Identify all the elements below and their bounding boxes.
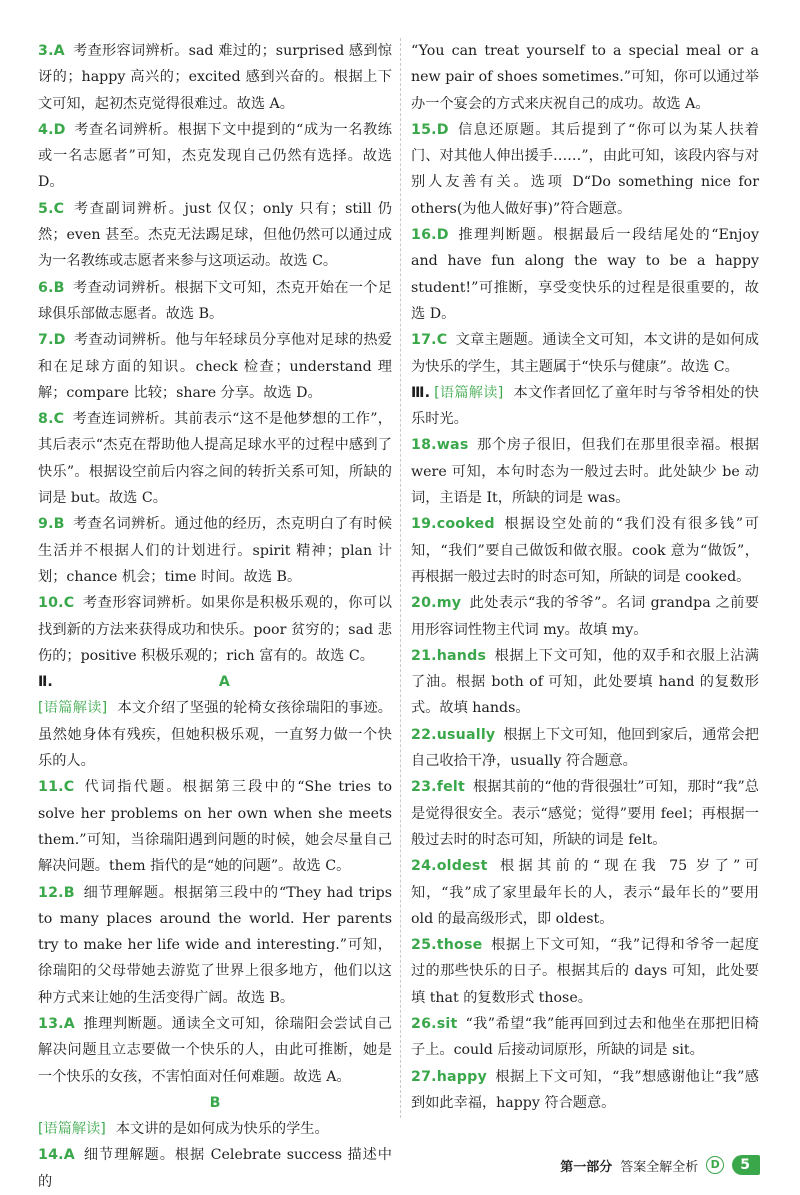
column-divider [400, 38, 401, 1118]
answer-text: 此处表示“我的爷爷”。名词 grandpa 之前要用形容词性物主代词 my。故填 my。 [411, 595, 759, 638]
answer-item [38, 774, 392, 879]
passage-summary-text: 本文介绍了坚强的轮椅女孩徐瑞阳的事迹。虽然她身体有残疾，但她积极乐观，一直努力做一个快乐的人。 [38, 700, 392, 770]
series-badge: D [706, 1156, 724, 1174]
answer-number: 7.D [38, 332, 66, 349]
section-numeral: Ⅲ. [411, 384, 431, 401]
answer-text: 根据上下文可知，“我”记得和爷爷一起度过的那些快乐的日子。根据其后的 days 可知，此处要填 that 的复数形式 those。 [411, 937, 759, 1006]
answer-item [411, 1064, 759, 1117]
answer-text: 根据上下文可知，“我”想感谢他让“我”感到如此幸福，happy 符合题意。 [411, 1068, 759, 1111]
answer-item [411, 932, 759, 1011]
answer-item [38, 590, 392, 669]
right-column [411, 38, 759, 1116]
answer-number: 17.C [411, 332, 448, 349]
answer-text: 考查连词辨析。其前表示“这不是他梦想的工作”，其后表示“杰克在帮助他人提高足球水平的过程中感到了快乐”。根据设空前后内容之间的转折关系可知，所缺的词是 but。故选 C。 [38, 411, 392, 507]
answer-number: 10.C [38, 595, 75, 612]
answer-number: 8.C [38, 411, 65, 428]
answer-item [38, 1011, 392, 1090]
passage-tag: [语篇解读] [38, 1121, 106, 1138]
answer-text: 根据设空处前的“我们没有很多钱”可知，“我们”要自己做饭和做衣服。cook 意为“做饭”，再根据一般过去时的时态可知，所缺的词是 cooked。 [411, 516, 759, 585]
answer-item [411, 722, 759, 775]
answer-text: 推理判断题。通读全文可知，徐瑞阳会尝试自己解决问题且立志要做一个快乐的人，由此可推断，她是一个快乐的女孩，不害怕面对任何难题。故选 A。 [38, 1015, 392, 1085]
answer-text: “我”希望“我”能再回到过去和他坐在那把旧椅子上。could 后接动词原形，所缺的词是 sit。 [411, 1015, 759, 1059]
answer-item [411, 1011, 759, 1064]
passage-tag: [语篇解读] [38, 700, 108, 717]
passage-letter-a: A [218, 674, 230, 691]
answer-text: 考查形容词辨析。sad 难过的；surprised 感到惊讶的；happy 高兴的；excited 感到兴奋的。根据上下文可知，起初杰克觉得很难过。故选 A。 [38, 43, 392, 112]
answer-text: 考查名词辨析。根据下文中提到的“成为一名教练或一名志愿者”可知，杰克发现自己仍然有选择。故选 D。 [38, 121, 392, 191]
answer-item [411, 432, 759, 511]
answer-text: 考查形容词辨析。如果你是积极乐观的，你可以找到新的方法来获得成功和快乐。poor 贫穷的；sad 悲伤的；positive 积极乐观的；rich 富有的。故选 C。 [38, 595, 392, 664]
answer-item [411, 117, 759, 222]
answer-text: 那个房子很旧，但我们在那里很幸福。根据 were 可知，本句时态为一般过去时。此处缺少 be 动词，主语是 It，所缺的词是 was。 [411, 437, 759, 507]
answer-text: 考查名词辨析。通过他的经历，杰克明白了有时候生活并不根据人们的计划进行。spirit 精神；plan 计划；chance 机会；time 时间。故选 B。 [38, 516, 392, 585]
answer-number: 13.A [38, 1015, 75, 1032]
answer-number: 6.B [38, 279, 65, 296]
answer-number: 9.B [38, 516, 65, 533]
answer-item [38, 38, 392, 117]
passage-summary-text: 本文讲的是如何成为快乐的学生。 [115, 1121, 329, 1138]
answer-item [38, 196, 392, 275]
passage-summary-text: 本文作者回忆了童年时与爷爷相处的快乐时光。 [411, 384, 759, 428]
answer-item [411, 774, 759, 853]
answer-text: 考查动词辨析。他与年轻球员分享他对足球的热爱和在足球方面的知识。check 检查；understand 理解；compare 比较；share 分享。故选 D。 [38, 332, 392, 401]
answer-item [38, 275, 392, 328]
answer-item [38, 406, 392, 511]
passage-summary-b [38, 1116, 392, 1142]
answer-item [38, 880, 392, 1011]
answer-text: 信息还原题。其后提到了“你可以为某人扶着门、对其他人伸出援手……”，由此可知，该段内容与对别人友善有关。选项 D“Do something nice for others(为他人做好事)”符合题意。 [411, 121, 759, 217]
answer-number: 18.was [411, 437, 469, 454]
answer-text: 考查副词辨析。just 仅仅；only 只有；still 仍然；even 甚至。杰克无法踢足球，但他仍然可以通过成为一名教练或志愿者来参与这项运动。故选 C。 [38, 200, 392, 270]
answer-number: 19.cooked [411, 516, 495, 533]
answer-number: 5.C [38, 200, 65, 217]
page-number: 5 [732, 1155, 760, 1175]
answer-number: 25.those [411, 937, 483, 954]
passage-letter-b: B [209, 1094, 221, 1111]
answer-number: 14.A [38, 1147, 75, 1164]
section-2-heading [38, 669, 392, 695]
answer-text: 细节理解题。根据第三段中的“They had trips to many places around the world. Her parents try to make her life wide and interesting.”可知，徐瑞阳的父母带她去游览了世界上很多地方，他们以这种方式来让她的生活变得广阔。故选 B。 [38, 884, 392, 1006]
left-column [38, 38, 392, 1195]
answer-item [38, 117, 392, 196]
answer-text: 代词指代题。根据第三段中的“She tries to solve her problems on her own when she meets them.”可知，当徐瑞阳遇到问题的时候，她会尽量自己解决问题。them 指代的是“她的问题”。故选 C。 [38, 779, 392, 875]
answer-text: 考查动词辨析。根据下文可知，杰克开始在一个足球俱乐部做志愿者。故选 B。 [38, 279, 392, 322]
passage-tag: [语篇解读] [434, 384, 504, 401]
answer-number: 20.my [411, 595, 462, 612]
footer-part-label: 第一部分 [560, 1159, 613, 1175]
answer-number: 24.oldest [411, 858, 488, 875]
answer-number: 15.D [411, 121, 449, 138]
passage-summary-a [38, 695, 392, 774]
answer-number: 16.D [411, 227, 449, 244]
footer-title: 答案全解全析 [620, 1159, 699, 1175]
answer-item [411, 643, 759, 722]
answer-number: 11.C [38, 779, 75, 796]
answer-item [38, 511, 392, 590]
answer-text: 文章主题题。通读全文可知，本文讲的是如何成为快乐的学生，其主题属于“快乐与健康”。故选 C。 [411, 332, 759, 375]
answer-item [411, 222, 759, 327]
answer-text: 根据上下文可知，他的双手和衣服上沾满了油。根据 both of 可知，此处要填 hand 的复数形式。故填 hands。 [411, 647, 759, 717]
answer-item [411, 327, 759, 380]
answer-number: 27.happy [411, 1068, 487, 1085]
answer-number: 22.usually [411, 726, 496, 743]
answer-number: 26.sit [411, 1015, 458, 1032]
page-footer [560, 1155, 760, 1175]
answer-item [411, 511, 759, 590]
answer-text: 根据其前的“现在我 75 岁了”可知，“我”成了家里最年长的人，表示“最年长的”要用 old 的最高级形式，即 oldest。 [411, 858, 759, 927]
answer-number: 4.D [38, 121, 66, 138]
answer-text: 根据上下文可知，他回到家后，通常会把自己收拾干净，usually 符合题意。 [411, 726, 759, 770]
answer-number: 23.felt [411, 779, 465, 796]
answer-number: 12.B [38, 884, 75, 901]
answer-text: 推理判断题。根据最后一段结尾处的“Enjoy and have fun along the way to be a happy student!”可推断，享受变快乐的过程是很重要的，故选 D。 [411, 227, 759, 322]
section-numeral: Ⅱ. [38, 674, 53, 691]
answer-item [38, 327, 392, 406]
answer-number: 21.hands [411, 647, 487, 664]
section-3-summary [411, 380, 759, 433]
answer-item [411, 590, 759, 643]
answer-item [38, 1142, 392, 1195]
answer-text: 根据其前的“他的背很强壮”可知，那时“我”总是觉得很安全。表示“感觉；觉得”要用 feel；再根据一般过去时的时态可知，所缺的词是 felt。 [411, 779, 759, 848]
answer-number: 3.A [38, 43, 65, 59]
answer-item [411, 853, 759, 932]
answer-text: 细节理解题。根据 Celebrate success 描述中的 [38, 1147, 392, 1190]
answer-continuation: “You can treat yourself to a special meal or a new pair of shoes sometimes.”可知，你可以通过举办一个宴会的方式来庆祝自己的成功。故选 A。 [411, 43, 759, 112]
